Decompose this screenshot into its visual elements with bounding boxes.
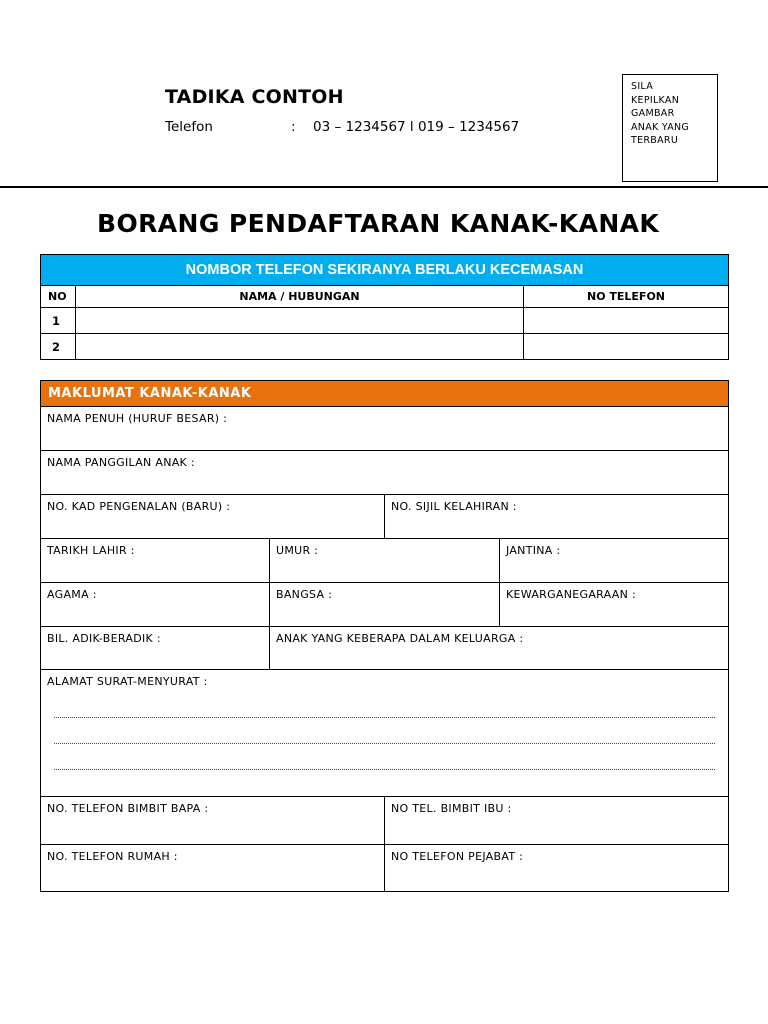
child-info-table: [40, 380, 729, 892]
form-row: [41, 670, 728, 797]
contact-name-field[interactable]: [76, 308, 524, 333]
child-info-header: [41, 381, 728, 407]
form-title: BORANG PENDAFTARAN KANAK-KANAK: [97, 209, 660, 238]
contact-phone-field[interactable]: [524, 308, 728, 333]
photo-box: [622, 74, 718, 182]
header-divider: [0, 186, 768, 188]
photo-box-line: ANAK YANG: [631, 121, 690, 133]
photo-box-line: GAMBAR: [631, 108, 675, 120]
column-header-name: NAMA / HUBUNGAN: [76, 286, 524, 307]
emergency-table-header: [41, 255, 728, 286]
table-row: [41, 308, 728, 334]
form-row: [41, 495, 728, 539]
emergency-table-title: NOMBOR TELEFON SEKIRANYA BERLAKU KECEMASAN: [185, 262, 584, 278]
form-row: [41, 797, 728, 845]
age-field[interactable]: UMUR :: [270, 539, 500, 582]
ic-number-field[interactable]: NO. KAD PENGENALAN (BARU) :: [41, 495, 385, 538]
table-row: [41, 334, 728, 360]
citizenship-field[interactable]: KEWARGANEGARAAN :: [506, 588, 636, 601]
column-header-no: NO: [41, 286, 76, 307]
form-row: [41, 407, 728, 451]
form-row: [41, 627, 728, 670]
form-row: [41, 583, 728, 627]
row-number: 1: [41, 308, 76, 333]
home-phone-field[interactable]: NO. TELEFON RUMAH :: [41, 845, 385, 891]
child-info-title: MAKLUMAT KANAK-KANAK: [48, 386, 252, 401]
full-name-field[interactable]: NAMA PENUH (HURUF BESAR) :: [47, 412, 228, 425]
phone-colon: :: [291, 119, 296, 135]
birth-order-field[interactable]: ANAK YANG KEBERAPA DALAM KELUARGA :: [276, 632, 524, 645]
gender-field[interactable]: JANTINA :: [506, 544, 561, 557]
form-row: [41, 845, 728, 891]
emergency-contacts-table: [40, 254, 729, 360]
emergency-column-headers: [41, 286, 728, 308]
address-line: [54, 717, 715, 718]
address-line: [54, 769, 715, 770]
contact-phone-field[interactable]: [524, 334, 728, 360]
form-row: [41, 451, 728, 495]
nickname-field[interactable]: NAMA PANGGILAN ANAK :: [47, 456, 195, 469]
father-mobile-field[interactable]: NO. TELEFON BIMBIT BAPA :: [41, 797, 385, 844]
row-number: 2: [41, 334, 76, 360]
school-name: TADIKA CONTOH: [165, 86, 344, 108]
phone-label: Telefon: [165, 119, 213, 135]
photo-box-line: SILA: [631, 81, 654, 92]
photo-box-line: KEPILKAN: [631, 94, 680, 106]
religion-field[interactable]: AGAMA :: [41, 583, 270, 626]
mother-mobile-field[interactable]: NO TEL. BIMBIT IBU :: [391, 802, 512, 815]
address-field[interactable]: [41, 670, 728, 796]
form-row: [41, 539, 728, 583]
dob-field[interactable]: TARIKH LAHIR :: [41, 539, 270, 582]
birth-cert-field[interactable]: NO. SIJIL KELAHIRAN :: [391, 500, 517, 513]
address-line: [54, 743, 715, 744]
office-phone-field[interactable]: NO TELEFON PEJABAT :: [391, 850, 524, 863]
contact-name-field[interactable]: [76, 334, 524, 360]
race-field[interactable]: BANGSA :: [270, 583, 500, 626]
address-label: ALAMAT SURAT-MENYURAT :: [47, 675, 208, 688]
column-header-phone: NO TELEFON: [587, 290, 665, 303]
phone-numbers: 03 – 1234567 l 019 – 1234567: [313, 119, 520, 135]
photo-box-line: TERBARU: [631, 135, 679, 147]
siblings-field[interactable]: BIL. ADIK-BERADIK :: [41, 627, 270, 669]
